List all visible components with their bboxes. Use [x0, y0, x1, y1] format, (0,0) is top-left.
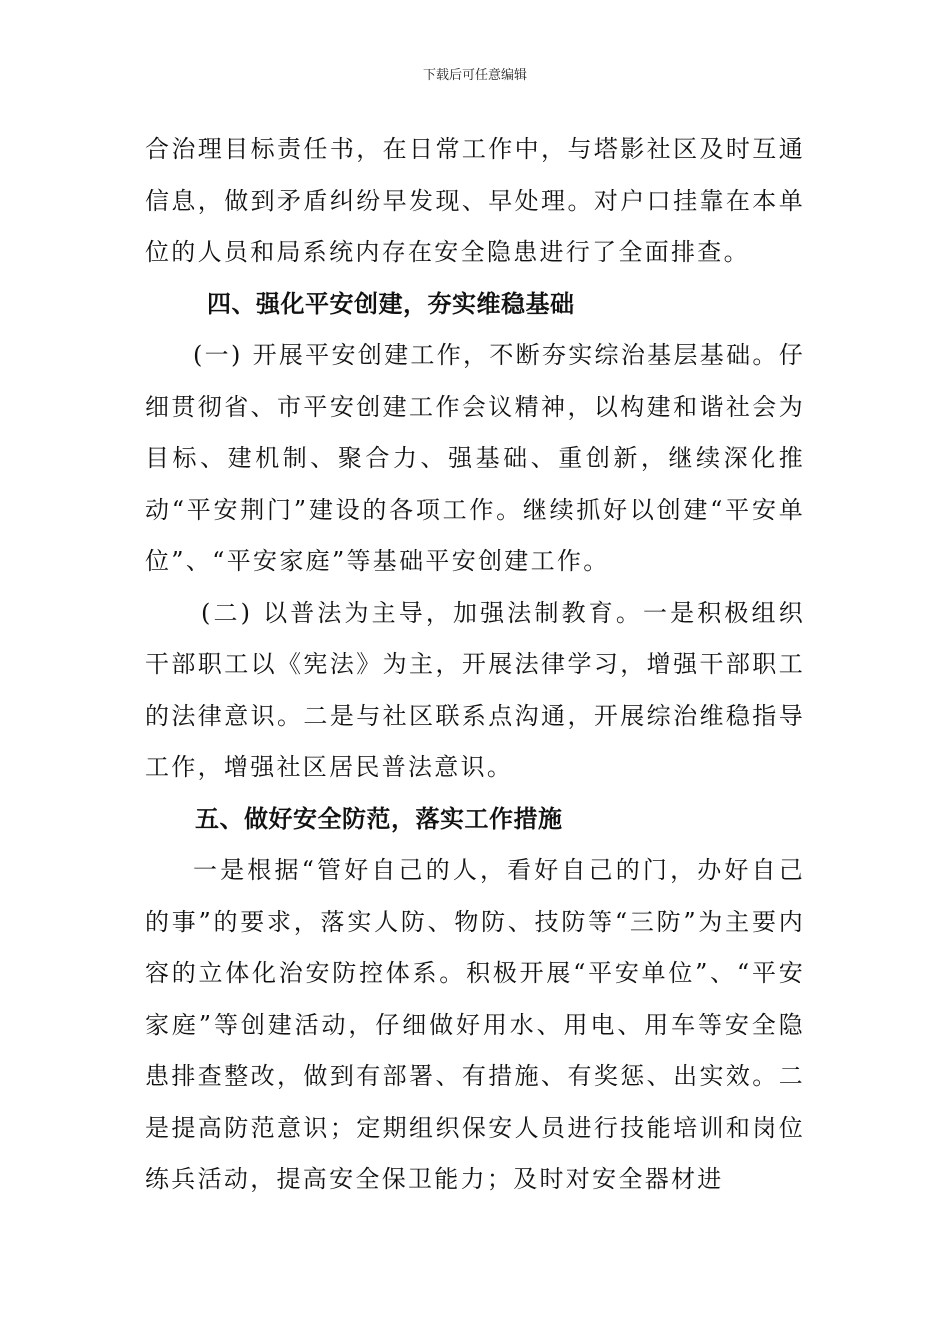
section-4-heading: 四、强化平安创建，夯实维稳基础: [207, 289, 575, 318]
page-header: 下载后可任意编辑: [422, 68, 527, 83]
section-5-paragraph-1: 一是根据“管好自己的人，看好自己的门，办好自己的事”的要求，落实人防、物防、技防等“三防”为主要内容的立体化治安防控体系。积极开展“平安单位”、“平安家庭”等创建活动，仔细做好用水、用电、用车等安全隐患排查整改，做到有部署、有措施、有奖惩、出实效。二是提高防范意识；定期组织保安人员进行技能培训和岗位练兵活动，提高安全保卫能力；及时对安全器材进: [145, 856, 805, 1193]
document-body: [145, 124, 805, 1206]
section-4-paragraph-2: (二) 以普法为主导，加强法制教育。一是积极组织干部职工以《宪法》为主，开展法律学习，增强干部职工的法律意识。二是与社区联系点沟通，开展综治维稳指导工作，增强社区居民普法意识。: [145, 598, 805, 781]
section-5-heading: 五、做好安全防范，落实工作措施: [195, 804, 563, 833]
paragraph-continued: 合治理目标责任书，在日常工作中，与塔影社区及时互通信息，做到矛盾纠纷早发现、早处理。对户口挂靠在本单位的人员和局系统内存在安全隐患进行了全面排查。: [145, 135, 805, 266]
section-4-paragraph-1: (一) 开展平安创建工作，不断夯实综治基层基础。仔细贯彻省、市平安创建工作会议精神，以构建和谐社会为目标、建机制、聚合力、强基础、重创新，继续深化推动“平安荆门”建设的各项工作。继续抓好以创建“平安单位”、“平安家庭”等基础平安创建工作。: [145, 341, 805, 575]
